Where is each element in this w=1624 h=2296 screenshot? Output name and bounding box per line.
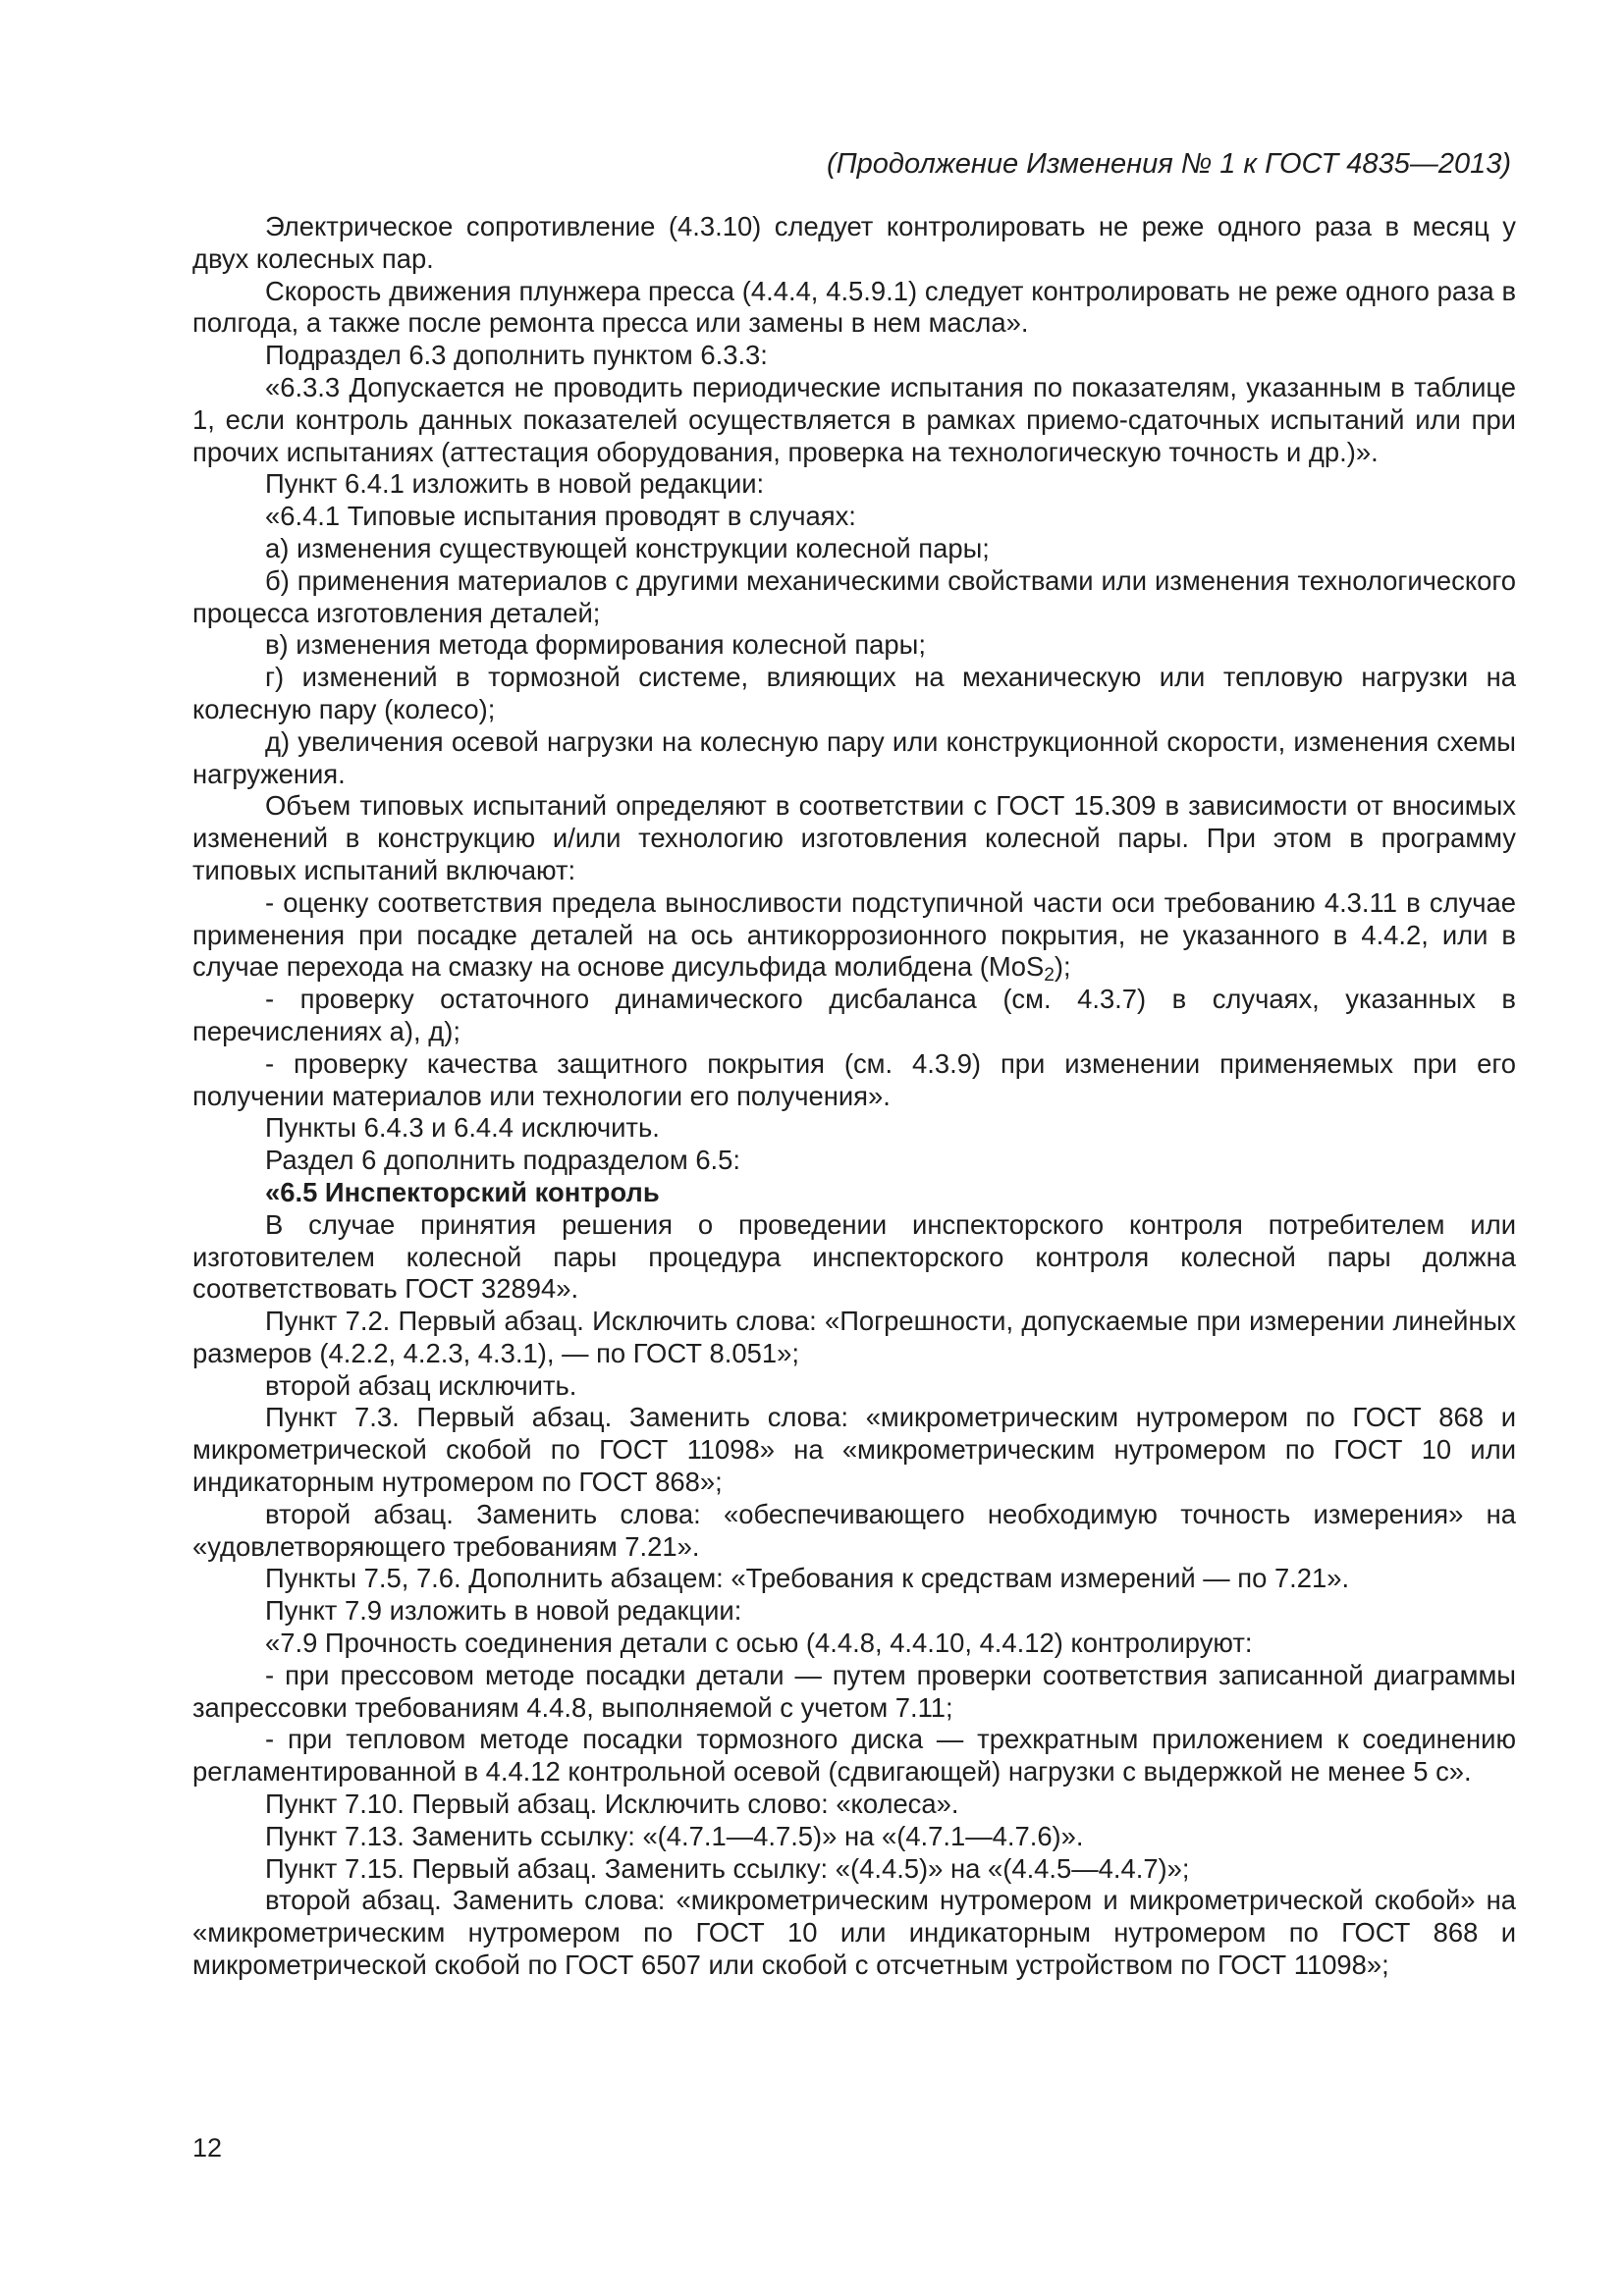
- list-item: д) увеличения осевой нагрузки на колесную пару или конструкционной скорости, изменения схемы нагружения.: [192, 725, 1516, 789]
- paragraph: «6.4.1 Типовые испытания проводят в случаях:: [265, 501, 856, 532]
- paragraph: Подраздел 6.3 дополнить пунктом 6.3.3:: [265, 340, 768, 371]
- paragraph: «7.9 Прочность соединения детали с осью (4.4.8, 4.4.10, 4.4.12) контролируют:: [265, 1628, 1253, 1659]
- paragraph: Пункт 7.3. Первый абзац. Заменить слова: «микрометрическим нутромером по ГОСТ 868 и микрометрической скобой по ГОСТ 11098» на «микрометрическим нутромером по ГОСТ 10 или индикаторным нутромером по ГОСТ 868»;: [192, 1402, 1516, 1498]
- paragraph: Объем типовых испытаний определяют в соответствии с ГОСТ 15.309 в зависимости от вносимых изменений в конструкцию и/или технологию изготовления колесной пары. При этом в программу типовых испытаний включают:: [192, 790, 1516, 885]
- page-number: 12: [192, 2133, 223, 2163]
- formula-subscript: 2: [1044, 965, 1055, 987]
- list-item: [192, 886, 1516, 987]
- list-item: - при прессовом методе посадки детали — путем проверки соответствия записанной диаграммы запрессовки требованиям 4.4.8, выполняемой с учетом 7.11;: [192, 1659, 1516, 1723]
- paragraph: Пункт 7.13. Заменить ссылку: «(4.7.1—4.7.5)» на «(4.7.1—4.7.6)».: [265, 1820, 1084, 1851]
- formula-closing: );: [1054, 951, 1071, 983]
- paragraph: Скорость движения плунжера пресса (4.4.4, 4.5.9.1) следует контролировать не реже одного раза в полгода, а также после ремонта пресса или замены в нем масла».: [192, 275, 1516, 339]
- list-item: - проверку остаточного динамического дисбаланса (см. 4.3.7) в случаях, указанных в перечислениях а), д);: [192, 984, 1516, 1046]
- running-header: (Продолжение Изменения № 1 к ГОСТ 4835—2013): [827, 148, 1511, 180]
- list-item-text: - оценку соответствия предела выносливости подступичной части оси требованию 4.3.11 в случае применения при посадке деталей на ось антикоррозионного покрытия, не указанного в 4.4.2, или в случае перехода на смазку на основе дисульфида молибдена (MoS: [192, 886, 1516, 983]
- paragraph: второй абзац. Заменить слова: «микрометрическим нутромером и микрометрической скобой» на «микрометрическим нутромером по ГОСТ 10 или индикаторным нутромером по ГОСТ 868 и микрометрической скобой по ГОСТ 6507 или скобой с отсчетным устройством по ГОСТ 11098»;: [192, 1885, 1516, 1981]
- paragraph: второй абзац исключить.: [265, 1369, 577, 1401]
- paragraph: Пункт 7.9 изложить в новой редакции:: [265, 1595, 742, 1627]
- paragraph: Пункт 7.15. Первый абзац. Заменить ссылку: «(4.4.5)» на «(4.4.5—4.4.7)»;: [265, 1852, 1190, 1884]
- list-item: - при тепловом методе посадки тормозного диска — трехкратным приложением к соединению регламентированной в 4.4.12 контрольной осевой (сдвигающей) нагрузки с выдержкой не менее 5 с».: [192, 1724, 1516, 1788]
- section-heading: «6.5 Инспекторский контроль: [265, 1176, 660, 1207]
- document-body: [192, 211, 1516, 1982]
- paragraph: В случае принятия решения о проведении инспекторского контроля потребителем или изготовителем колесной пары процедура инспекторского контроля колесной пары должна соответствовать ГОСТ 32894».: [192, 1208, 1516, 1305]
- paragraph: Пункт 7.2. Первый абзац. Исключить слова: «Погрешности, допускаемые при измерении линейных размеров (4.2.2, 4.2.3, 4.3.1), — по ГОСТ 8.051»;: [192, 1306, 1516, 1368]
- paragraph: «6.3.3 Допускается не проводить периодические испытания по показателям, указанным в таблице 1, если контроль данных показателей осуществляется в рамках приемо-сдаточных испытаний или при прочих испытаниях (аттестация оборудования, проверка на технологическую точность и др.)».: [192, 371, 1516, 467]
- paragraph: Пункты 6.4.3 и 6.4.4 исключить.: [265, 1112, 660, 1144]
- paragraph: Пункт 7.10. Первый абзац. Исключить слово: «колеса».: [265, 1789, 959, 1820]
- paragraph: Пункт 6.4.1 изложить в новой редакции:: [265, 468, 765, 500]
- paragraph: Электрическое сопротивление (4.3.10) следует контролировать не реже одного раза в месяц у двух колесных пар.: [192, 211, 1516, 274]
- list-item: г) изменений в тормозной системе, влияющих на механическую или тепловую нагрузки на колесную пару (колесо);: [192, 662, 1516, 724]
- paragraph: Пункты 7.5, 7.6. Дополнить абзацем: «Требования к средствам измерений — по 7.21».: [265, 1563, 1350, 1594]
- paragraph: второй абзац. Заменить слова: «обеспечивающего необходимую точность измерения» на «удовлетворяющего требованиям 7.21».: [192, 1498, 1516, 1562]
- list-item: б) применения материалов с другими механическими свойствами или изменения технологического процесса изготовления деталей;: [192, 564, 1516, 628]
- paragraph: Раздел 6 дополнить подразделом 6.5:: [265, 1145, 741, 1176]
- list-item: а) изменения существующей конструкции колесной пары;: [265, 532, 990, 563]
- list-item: - проверку качества защитного покрытия (см. 4.3.9) при изменении применяемых при его получении материалов или технологии его получения».: [192, 1047, 1516, 1111]
- list-item: в) изменения метода формирования колесной пары;: [265, 629, 926, 661]
